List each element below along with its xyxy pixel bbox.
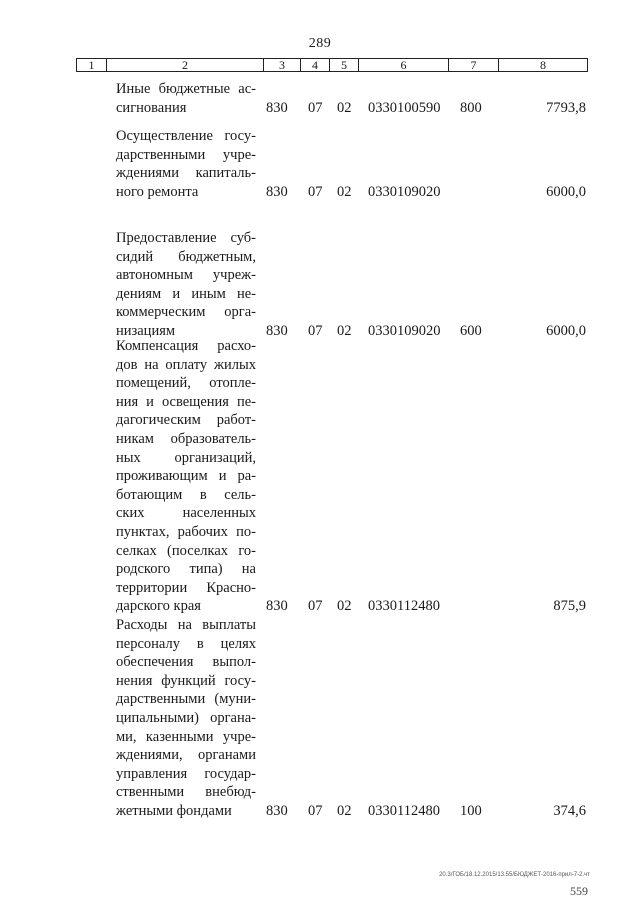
column-header-2: 2 — [107, 59, 264, 71]
cell-column-4: 07 — [308, 99, 323, 116]
description-line: ждениями капиталь- — [116, 165, 256, 182]
description-line: обеспечения выпол- — [116, 654, 256, 671]
description-line: дагогическим работ- — [116, 412, 256, 429]
description-line: дениям и иным не- — [116, 285, 256, 302]
sheet-number: 559 — [570, 884, 588, 898]
column-header-7: 7 — [449, 59, 499, 71]
description-line: коммерческим орга- — [116, 304, 256, 321]
table-row — [0, 80, 640, 117]
description-line: персоналу в целях — [116, 635, 256, 652]
description-line: Иные бюджетные ас- — [116, 81, 256, 97]
description-line: нения функций госу- — [116, 672, 256, 689]
cell-column-4: 07 — [308, 598, 323, 615]
column-header-6: 6 — [359, 59, 449, 71]
cell-column-5: 02 — [337, 323, 352, 339]
cell-column-6: 0330109020 — [368, 323, 441, 339]
cell-column-5: 02 — [337, 803, 352, 819]
column-header-8: 8 — [540, 58, 546, 72]
cell-column-4: 07 — [308, 803, 323, 819]
description-line: ственными внебюд- — [116, 784, 256, 801]
description-line: ских населенных — [116, 505, 256, 522]
cell-column-3: 830 — [266, 803, 288, 819]
table-row — [0, 229, 640, 341]
row-description — [116, 616, 256, 821]
description-line: жетными фондами — [116, 802, 232, 819]
description-line: селках (поселках го- — [116, 542, 256, 559]
cell-column-7: 800 — [460, 99, 482, 116]
cell-column-8: 6000,0 — [546, 183, 586, 200]
column-header-5: 5 — [330, 59, 359, 71]
table-row — [0, 127, 640, 201]
column-header-4: 4 — [301, 59, 330, 71]
description-line: дарского края — [116, 598, 201, 615]
cell-column-5: 02 — [337, 183, 352, 200]
cell-column-5: 02 — [337, 598, 352, 615]
cell-column-6: 0330100590 — [368, 99, 441, 116]
row-description — [116, 229, 256, 341]
description-line: управления государ- — [116, 765, 256, 782]
cell-column-8: 7793,8 — [546, 99, 586, 116]
column-header-3: 3 — [264, 59, 301, 71]
row-description — [116, 80, 256, 117]
cell-column-8: 875,9 — [553, 598, 586, 615]
cell-column-8: 6000,0 — [546, 323, 586, 339]
description-line: родского типа) на — [116, 561, 256, 578]
description-line: ципальными) органа- — [116, 709, 256, 726]
table-row — [0, 616, 640, 821]
description-line: низациям — [116, 322, 176, 339]
description-line: дарственными (муни- — [116, 691, 256, 708]
row-description — [116, 337, 256, 616]
description-line: ных организаций, — [116, 449, 256, 466]
description-line: ботающим в сель- — [116, 486, 256, 503]
description-line: ного ремонта — [116, 183, 199, 200]
page-number: 289 — [308, 36, 332, 51]
description-line: дарственными учре- — [116, 146, 256, 163]
description-line: территории Красно- — [116, 579, 256, 596]
cell-column-3: 830 — [266, 183, 288, 200]
description-line: Осуществление госу- — [116, 128, 256, 144]
description-line: ждениями, органами — [116, 747, 256, 764]
description-line: ми, казенными учре- — [116, 728, 256, 745]
description-line: автономным учреж- — [116, 267, 256, 284]
description-line: ния и освещения пе- — [116, 393, 256, 410]
description-line: Компенсация расхо- — [116, 338, 256, 354]
description-line: никам образователь- — [116, 430, 256, 447]
cell-column-3: 830 — [266, 99, 288, 116]
column-header-1: 1 — [77, 59, 107, 71]
description-line: сидий бюджетным, — [116, 248, 256, 265]
row-description — [116, 127, 256, 201]
description-line: Предоставление суб- — [116, 230, 256, 246]
cell-column-4: 07 — [308, 323, 323, 339]
cell-column-4: 07 — [308, 183, 323, 200]
description-line: проживающим и ра- — [116, 468, 256, 485]
cell-column-8: 374,6 — [553, 803, 586, 819]
cell-column-6: 0330109020 — [368, 183, 441, 200]
cell-column-3: 830 — [266, 323, 288, 339]
description-line: сигнования — [116, 99, 187, 116]
cell-column-6: 0330112480 — [368, 598, 440, 615]
cell-column-7: 100 — [460, 803, 482, 819]
description-line: помещений, отопле- — [116, 375, 256, 392]
table-row — [0, 337, 640, 616]
description-line: пунктах, рабочих по- — [116, 523, 256, 540]
cell-column-3: 830 — [266, 598, 288, 615]
description-line: дов на оплату жилых — [116, 356, 256, 373]
cell-column-7: 600 — [460, 323, 482, 339]
cell-column-5: 02 — [337, 99, 352, 116]
description-line: Расходы на выплаты — [116, 617, 256, 633]
table-header — [76, 58, 588, 72]
cell-column-6: 0330112480 — [368, 803, 440, 819]
file-path-footer: 20.3/ГОБ/18.12.2015/13.55/БЮДЖЕТ-2016-прил-7-2.чт — [439, 872, 590, 878]
